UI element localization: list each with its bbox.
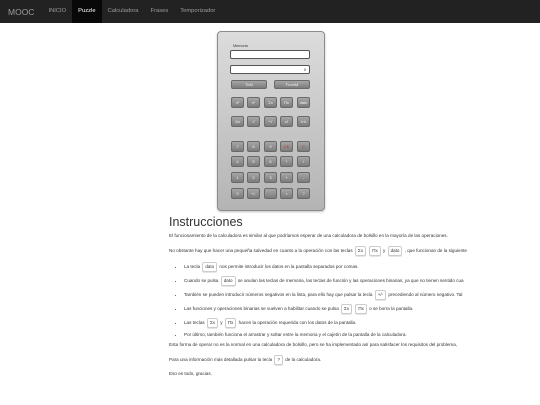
list-item: • Por último, también funciona el arrastrar y soltar entre la memoria y el cajetín de la pantalla de la calculadora.: [184, 332, 540, 338]
clear-button[interactable]: C: [297, 141, 310, 152]
digit-0-button[interactable]: 0: [231, 188, 244, 199]
help-button[interactable]: ?: [297, 188, 310, 199]
decimal-point-button[interactable]: .: [264, 188, 277, 199]
equals-button[interactable]: =: [280, 188, 293, 199]
digit-4-button[interactable]: 4: [231, 156, 244, 167]
key-help-badge: ?: [274, 355, 283, 365]
sign-toggle-button[interactable]: +/-: [247, 188, 260, 199]
power-button[interactable]: xⁿ: [247, 97, 260, 108]
instructions-section: [169, 214, 540, 377]
list-item: • Las teclas Σx y Πx hacen la operación requerida con los datos de la pantalla.: [184, 318, 540, 328]
digit-2-button[interactable]: 2: [247, 172, 260, 183]
key-product-badge: Πx: [225, 318, 237, 328]
digit-6-button[interactable]: 6: [264, 156, 277, 167]
closing-paragraph: Eso es todo, gracias.: [169, 371, 212, 376]
key-product-badge: Πx: [355, 304, 367, 314]
memory-label: Memoria: [233, 44, 248, 48]
help-paragraph: Para una información más detallada pulsar la tecla ? de la calculadora.: [169, 355, 540, 365]
key-dato-badge: dato: [202, 262, 217, 272]
list-item: • Cuando se pulsa dato se anulan las teclas de memoria, las teclas de función y las operaciones binarias, ya que no tienen sentido cua: [184, 276, 540, 286]
nav-item-temporizador[interactable]: Temporizador: [180, 8, 216, 14]
sqrt-button[interactable]: √: [247, 116, 260, 127]
multiply-button[interactable]: *: [280, 156, 293, 167]
rules-list: [169, 262, 540, 338]
instructions-title: Instrucciones: [169, 215, 243, 229]
key-sum-badge: Σx: [355, 246, 366, 256]
key-dato-badge: dato: [388, 246, 403, 256]
list-item: • Las funciones y operaciones binarias se vuelven a habilitar cuando se pulsa Σx Πx o se borra la pantalla.: [184, 304, 540, 314]
calculator: [217, 31, 325, 211]
key-dato-badge: dato: [221, 276, 236, 286]
to-memory-button[interactable]: ToM: [231, 80, 267, 89]
digit-7-button[interactable]: 7: [231, 141, 244, 152]
digit-3-button[interactable]: 3: [264, 172, 277, 183]
dato-button[interactable]: dato: [297, 97, 310, 108]
factorial-button[interactable]: x!: [280, 116, 293, 127]
list-item: • La tecla dato nos permite introducir los datos en la pantalla separados por comas.: [184, 262, 540, 272]
memory-display[interactable]: [230, 50, 310, 59]
subtract-button[interactable]: -: [297, 172, 310, 183]
divide-button[interactable]: /: [297, 156, 310, 167]
digit-1-button[interactable]: 1: [231, 172, 244, 183]
nav-item-frases[interactable]: Frases: [150, 8, 169, 14]
nth-root-button[interactable]: ⁿ√: [264, 116, 277, 127]
intro-paragraph: El funcionamiento de la calculadora es similar al que podríamos esperar de una calculadora de bolsillo en la mayoría de las operaciones.: [169, 233, 448, 238]
key-sum-badge: Σx: [207, 318, 218, 328]
digit-5-button[interactable]: 5: [247, 156, 260, 167]
key-sum-badge: Σx: [341, 304, 352, 314]
navbar: [0, 0, 540, 23]
nav-item-inicio[interactable]: INICIO: [48, 8, 67, 14]
nav-item-calculadora[interactable]: Calculadora: [107, 8, 139, 14]
key-sign-badge: +/-: [375, 290, 386, 300]
square-button[interactable]: x²: [231, 97, 244, 108]
sum-button[interactable]: Σx: [264, 97, 277, 108]
int-button[interactable]: Int: [297, 116, 310, 127]
main-display[interactable]: 0: [230, 65, 310, 74]
digit-9-button[interactable]: 9: [264, 141, 277, 152]
key-product-badge: Πx: [369, 246, 381, 256]
caveat-paragraph: No obstante hay que hacer una pequeña salvedad en cuanto a la operación con las teclas Σx Πx y dato , que funcionan de la siguiente: [169, 246, 540, 256]
add-button[interactable]: +: [280, 172, 293, 183]
reciprocal-button[interactable]: 1/x: [231, 116, 244, 127]
nav-item-puzzle[interactable]: Puzzle: [72, 0, 101, 23]
digit-8-button[interactable]: 8: [247, 141, 260, 152]
note-paragraph: Esta forma de operar no es la normal en una calculadora de bolsillo, pero se ha implementado así para satisfacer los requisitos del problema,: [169, 342, 458, 347]
from-memory-button[interactable]: FromM: [274, 80, 310, 89]
list-item: • También se pueden introducir números negativos en la lista, para ello hay que pulsar la tecla +/- precediendo al número negativo. Tal: [184, 290, 540, 300]
brand-logo[interactable]: MOOC: [8, 6, 35, 17]
clear-entry-button[interactable]: CE: [280, 141, 293, 152]
product-button[interactable]: Πx: [280, 97, 293, 108]
